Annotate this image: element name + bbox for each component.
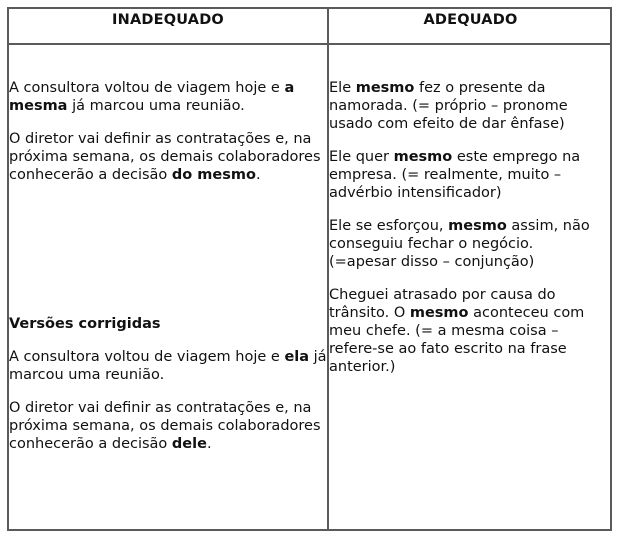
corrected-example-1: A consultora voltou de viagem hoje e ela já marcou uma reunião. [9, 349, 327, 383]
adequate-example-2: Ele quer mesmo este emprego na empresa. (= realmente, muito – advérbio intensificador) [329, 149, 581, 201]
header-inadequado: INADEQUADO [112, 12, 224, 28]
header-adequado: ADEQUADO [423, 12, 518, 28]
adequate-example-1: Ele mesmo fez o presente da namorada. (= próprio – pronome usado com efeito de dar ênfase) [329, 80, 568, 132]
corrected-versions-title: Versões corrigidas [9, 316, 161, 332]
inadequate-example-1: A consultora voltou de viagem hoje e a mesma já marcou uma reunião. [9, 80, 295, 114]
inadequate-example-2: O diretor vai definir as contratações e, na próxima semana, os demais colaboradores conhecerão a decisão do mesmo. [9, 131, 321, 183]
corrected-example-2: O diretor vai definir as contratações e, na próxima semana, os demais colaboradores conhecerão a decisão dele. [9, 400, 321, 452]
adequate-examples [329, 79, 591, 391]
inadequate-examples [9, 79, 327, 199]
adequate-example-4: Cheguei atrasado por causa do trânsito. O mesmo aconteceu com meu chefe. (= a mesma coisa – refere-se ao fato escrito na frase anterior.) [329, 287, 585, 375]
corrected-versions [9, 315, 327, 468]
header-divider [9, 43, 610, 45]
comparison-table [7, 7, 612, 531]
adequate-example-3: Ele se esforçou, mesmo assim, não conseguiu fechar o negócio. (=apesar disso – conjunção) [329, 218, 590, 270]
